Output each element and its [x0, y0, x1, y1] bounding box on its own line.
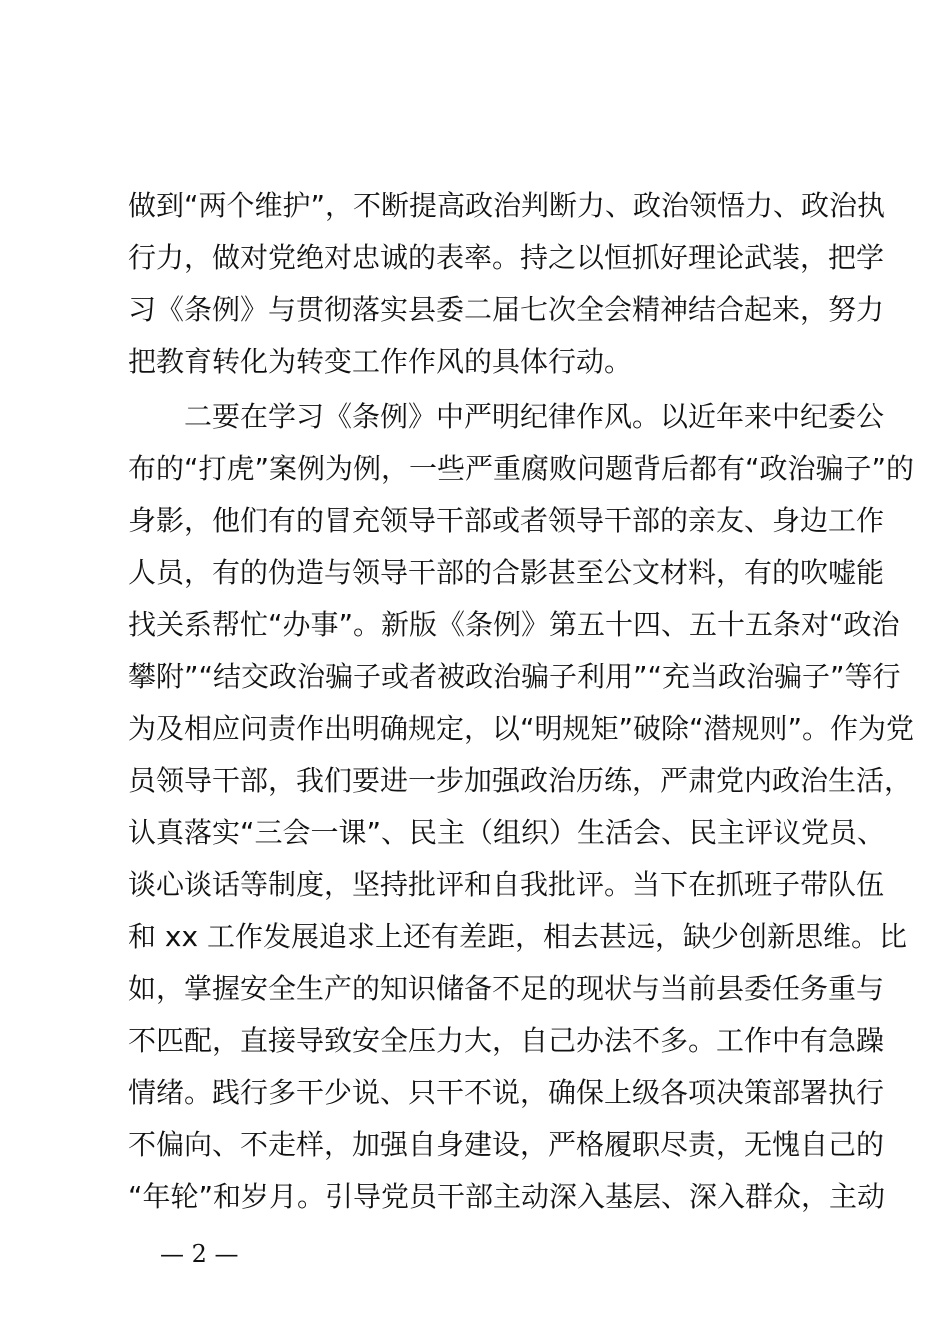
text-line: 员领导干部，我们要进一步加强政治历练，严肃党内政治生活，: [128, 764, 913, 797]
text-line: “年轮”和岁月。引导党员干部主动深入基层、深入群众，主动: [128, 1180, 886, 1213]
text-line: 和 xx 工作发展追求上还有差距，相去甚远，缺少创新思维。比: [128, 920, 907, 953]
page-number: — 2 —: [160, 1240, 239, 1268]
text-line: 谈心谈话等制度，坚持批评和自我批评。当下在抓班子带队伍: [128, 868, 885, 901]
paragraph-start-line: 二要在学习《条例》中严明纪律作风。以近年来中纪委公: [184, 400, 885, 433]
text-line: 做到“两个维护”，不断提高政治判断力、政治领悟力、政治执: [128, 189, 886, 222]
text-line: 人员，有的伪造与领导干部的合影甚至公文材料，有的吹嘘能: [128, 556, 885, 589]
text-line: 不偏向、不走样，加强自身建设，严格履职尽责，无愧自己的: [128, 1128, 885, 1161]
text-line: 习《条例》与贯彻落实县委二届七次全会精神结合起来，努力: [128, 293, 885, 326]
text-line: 攀附”“结交政治骗子或者被政治骗子利用”“充当政治骗子”等行: [128, 660, 901, 693]
text-line: 为及相应问责作出明确规定，以“明规矩”破除“潜规则”。作为党: [128, 712, 915, 745]
text-line: 找关系帮忙“办事”。新版《条例》第五十四、五十五条对“政治: [128, 608, 900, 641]
text-line: 行力，做对党绝对忠诚的表率。持之以恒抓好理论武装，把学: [128, 241, 885, 274]
text-line: 布的“打虎”案例为例，一些严重腐败问题背后都有“政治骗子”的: [128, 452, 915, 485]
text-line: 情绪。践行多干少说、只干不说，确保上级各项决策部署执行: [128, 1076, 885, 1109]
text-line: 不匹配，直接导致安全压力大，自己办法不多。工作中有急躁: [128, 1024, 885, 1057]
text-line: 把教育转化为转变工作作风的具体行动。: [128, 345, 633, 378]
text-line: 身影，他们有的冒充领导干部或者领导干部的亲友、身边工作: [128, 504, 885, 537]
text-line: 如，掌握安全生产的知识储备不足的现状与当前县委任务重与: [128, 972, 885, 1005]
text-line: 认真落实“三会一课”、民主（组织）生活会、民主评议党员、: [128, 816, 886, 849]
